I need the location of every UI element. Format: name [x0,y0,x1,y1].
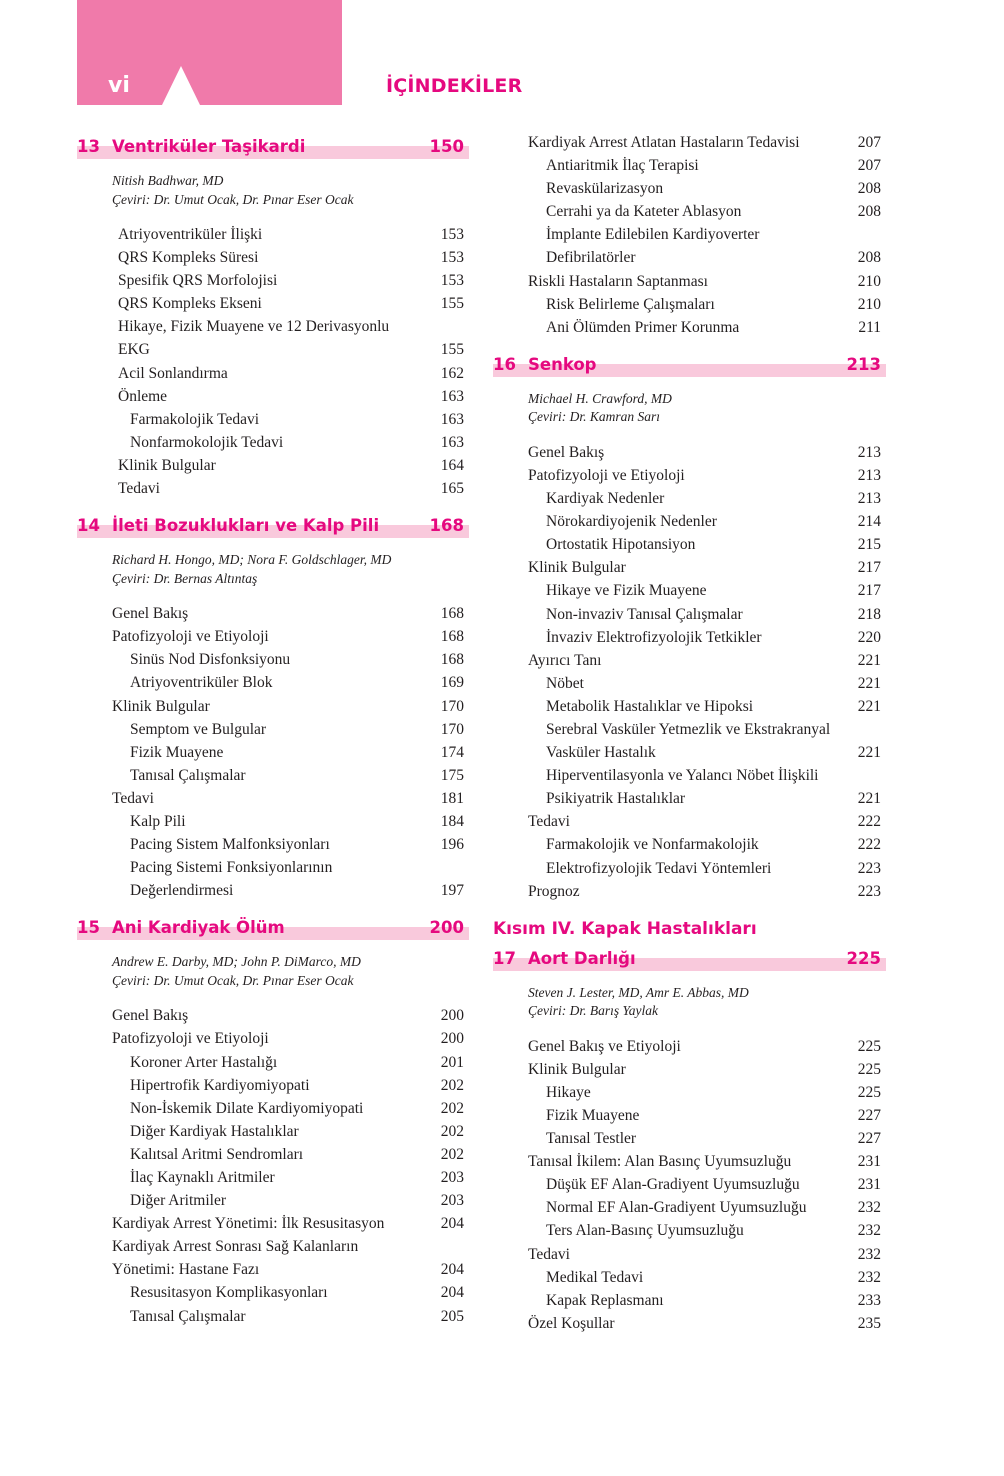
toc-entry-title: İlaç Kaynaklı Aritmiler [130,1169,275,1186]
toc-entry[interactable] [493,857,886,880]
toc-entry-page: 208 [857,203,881,221]
toc-entry[interactable] [77,1281,469,1304]
toc-entry[interactable] [77,856,469,902]
toc-entry-page: 217 [857,559,881,577]
toc-entry-title: QRS Kompleks Ekseni [118,295,262,313]
toc-entry-page: 203 [440,1169,464,1186]
toc-entry[interactable] [77,1120,469,1143]
toc-entry[interactable] [77,385,469,408]
translator-line: Çeviri: Dr. Kamran Sarı [528,409,661,425]
toc-entry[interactable] [493,200,886,223]
toc-entry-page: 211 [858,318,881,336]
toc-entry-title: Non-invaziv Tanısal Çalışmalar [546,605,743,623]
toc-entry-title: Serebral Vasküler Yetmezlik ve Ekstrakranyal Vasküler Hastalık [546,720,831,762]
toc-entry[interactable] [493,1035,886,1058]
toc-entry[interactable] [493,603,886,626]
toc-entry-title: Genel Bakış [528,443,605,461]
toc-entry-title: Tanısal Testler [546,1130,637,1148]
toc-entry[interactable] [77,408,469,431]
toc-entry-page: 170 [440,697,464,715]
toc-entry-page: 225 [857,1037,881,1055]
chapter-heading[interactable] [77,916,469,940]
toc-entry[interactable] [493,556,886,579]
toc-entry-page: 221 [857,790,881,808]
toc-entry-title: Klinik Bulgular [118,456,216,474]
toc-entry-page: 221 [857,674,881,692]
toc-entry[interactable] [77,477,469,500]
toc-entry-title: Diğer Aritmiler [130,1192,226,1210]
toc-entry[interactable] [493,1243,886,1266]
toc-entry-title: Özel Koşullar [528,1314,615,1332]
toc-entry-page: 204 [440,1261,464,1279]
chapter-authors [112,953,469,990]
toc-entry-title: Patofizyoloji ve Etiyoloji [112,628,269,646]
toc-entry-page: 202 [440,1076,464,1094]
toc-entry-title: Normal EF Alan-Gradiyent Uyumsuzluğu [546,1199,807,1217]
chapter-number: 13 [77,137,100,156]
toc-entry-page: 208 [857,249,881,267]
author-line: Michael H. Crawford, MD [528,390,672,406]
toc-entry-page: 168 [440,651,464,669]
toc-entry[interactable] [77,362,469,385]
toc-entry-page: 221 [857,697,881,715]
toc-entry[interactable] [77,625,469,648]
toc-entry-title: Genel Bakış [112,605,189,623]
toc-entry-title: Ayırıcı Tanı [528,651,602,669]
toc-entry[interactable] [493,154,886,177]
toc-entry-page: 227 [857,1130,881,1148]
toc-entry[interactable] [493,270,886,293]
toc-entry[interactable] [77,246,469,269]
toc-entry-page: 233 [857,1291,881,1309]
toc-entry-title: Koroner Arter Hastalığı [130,1053,278,1071]
toc-entry-title: İmplante Edilebilen Kardiyoverter Defibrilatörler [546,226,760,267]
toc-entry-title: Tanısal İkilem: Alan Basınç Uyumsuzluğu [528,1153,792,1171]
toc-entry-page: 208 [857,180,881,198]
toc-entry-title: Farmakolojik ve Nonfarmakolojik [546,836,759,854]
toc-entry[interactable] [493,1173,886,1196]
toc-entry-title: Patofizyoloji ve Etiyoloji [112,1030,269,1048]
toc-entry[interactable] [493,1196,886,1219]
chapter-heading[interactable] [77,135,469,159]
toc-entry[interactable] [493,880,886,903]
toc-entry-page: 223 [857,882,881,900]
author-line: Nitish Badhwar, MD [112,173,224,188]
toc-entry-page: 210 [857,272,881,290]
toc-entry-page: 163 [440,410,464,428]
chapter-title: Ani Kardiyak Ölüm [112,918,285,938]
toc-entry-page: 210 [857,295,881,313]
chapter-title: Ventriküler Taşikardi [112,137,306,156]
toc-entry-page: 202 [440,1122,464,1140]
toc-entry[interactable] [493,1219,886,1242]
toc-entry[interactable] [77,1305,469,1328]
toc-list [493,441,886,903]
toc-entry-page: 232 [857,1268,881,1286]
toc-entry-page: 223 [857,859,881,877]
toc-entry-page: 213 [857,443,881,461]
toc-entry[interactable] [493,1266,886,1289]
chapter-heading[interactable] [493,947,886,971]
toc-entry-title: Genel Bakış [112,1007,189,1025]
toc-entry[interactable] [493,718,886,764]
toc-entry[interactable] [493,833,886,856]
toc-entry-title: Cerrahi ya da Kateter Ablasyon [546,203,742,221]
toc-entry-title: Kapak Replasmanı [546,1291,664,1309]
toc-entry-title: Farmakolojik Tedavi [130,410,260,428]
toc-entry[interactable] [77,269,469,292]
toc-entry-title: İnvaziv Elektrofizyolojik Tetkikler [546,628,762,646]
toc-entry-page: 227 [857,1107,881,1124]
toc-entry-page: 164 [440,456,464,474]
toc-entry-title: Metabolik Hastalıklar ve Hipoksi [546,697,754,715]
toc-entry-page: 231 [857,1153,881,1171]
toc-entry[interactable] [77,695,469,718]
toc-entry[interactable] [77,292,469,315]
toc-entry[interactable] [77,431,469,454]
chapter-authors [112,551,469,588]
toc-entry-title: Pacing Sistem Malfonksiyonları [130,836,330,854]
toc-entry[interactable] [77,1212,469,1235]
toc-entry[interactable] [493,533,886,556]
toc-entry-page: 222 [857,836,881,854]
toc-entry-title: Medikal Tedavi [546,1268,644,1286]
toc-entry-page: 162 [440,364,464,382]
toc-entry-title: Pacing Sistemi Fonksiyonlarının Değerlendirmesi [130,859,333,900]
toc-entry[interactable] [493,223,886,269]
chapter-authors [112,172,469,209]
toc-entry[interactable] [493,464,886,487]
toc-entry-page: 207 [857,134,881,151]
chapter-number: 17 [493,948,516,968]
toc-entry-page: 235 [857,1314,881,1332]
toc-entry-title: Tedavi [112,789,154,807]
toc-entry-page: 184 [440,812,464,830]
toc-entry-title: Kardiyak Arrest Yönetimi: İlk Resusitasyon [112,1215,385,1233]
toc-entry-title: Hikaye ve Fizik Muayene [546,582,707,600]
toc-entry-title: Riskli Hastaların Saptanması [528,272,708,290]
toc-entry-title: Acil Sonlandırma [118,364,228,382]
toc-entry[interactable] [493,1289,886,1312]
page-number: vi [108,73,130,98]
left-column [77,131,469,1342]
toc-entry-title: QRS Kompleks Süresi [118,249,259,267]
toc-entry-title: Ortostatik Hipotansiyon [546,536,696,554]
toc-entry[interactable] [77,1097,469,1120]
toc-entry-page: 204 [440,1284,464,1302]
chapter-number: 16 [493,354,516,374]
toc-entry[interactable] [77,833,469,856]
toc-entry-page: 168 [440,628,464,646]
toc-entry-page: 232 [857,1199,881,1217]
toc-entry-title: Atriyoventriküler Blok [130,674,273,692]
toc-entry-page: 232 [857,1222,881,1240]
toc-entry-page: 170 [440,720,464,738]
toc-entry[interactable] [493,1150,886,1173]
chapter-number: 15 [77,918,100,938]
toc-entry-page: 153 [440,249,464,267]
toc-entry-title: Patofizyoloji ve Etiyoloji [528,466,685,484]
toc-entry-title: Nonfarmokolojik Tedavi [130,433,284,451]
chapter-heading[interactable] [77,514,469,538]
toc-entry-page: 201 [440,1053,464,1071]
toc-entry[interactable] [77,810,469,833]
toc-entry[interactable] [77,1189,469,1212]
author-line: Steven J. Lester, MD, Amr E. Abbas, MD [528,984,749,1000]
toc-entry-page: 218 [857,605,881,623]
toc-entry[interactable] [77,315,469,361]
toc-entry[interactable] [493,626,886,649]
page-title: İÇİNDEKİLER [386,75,523,97]
toc-entry[interactable] [493,441,886,464]
toc-entry-title: Klinik Bulgular [112,697,210,715]
toc-list [493,1035,886,1335]
toc-entry[interactable] [493,510,886,533]
toc-entry[interactable] [493,695,886,718]
toc-entry[interactable] [493,177,886,200]
chapter-page: 168 [429,516,464,536]
toc-entry-title: Klinik Bulgular [528,559,626,577]
toc-entry[interactable] [493,672,886,695]
toc-list [77,1004,469,1327]
toc-entry[interactable] [77,223,469,246]
toc-entry[interactable] [77,718,469,741]
toc-entry-page: 181 [440,789,464,807]
toc-entry-title: Risk Belirleme Çalışmaları [546,295,715,313]
toc-entry[interactable] [77,787,469,810]
toc-entry-title: Nöbet [546,674,584,692]
toc-entry[interactable] [77,1235,469,1281]
toc-entry-title: Resusitasyon Komplikasyonları [130,1284,328,1302]
toc-entry-page: 231 [857,1176,881,1194]
toc-entry-title: Kalp Pili [130,812,186,830]
translator-line: Çeviri: Dr. Umut Ocak, Dr. Pınar Eser Ocak [112,191,354,207]
toc-entry-title: Tedavi [118,480,160,498]
toc-entry-title: Tanısal Çalışmalar [130,766,246,784]
chapter-authors [528,984,886,1021]
chapter-authors [528,390,886,427]
toc-entry[interactable] [493,810,886,833]
toc-entry-page: 196 [440,836,464,854]
toc-entry-title: Fizik Muayene [546,1107,640,1124]
toc-entry-title: Hikaye, Fizik Muayene ve 12 Derivasyonlu EKG [118,318,390,359]
toc-entry-page: 153 [440,272,464,290]
toc-entry-page: 155 [440,295,464,313]
toc-entry-page: 205 [440,1307,464,1325]
author-line: Andrew E. Darby, MD; John P. DiMarco, MD [112,954,361,970]
toc-entry[interactable] [77,648,469,671]
part-title[interactable]: Kısım IV. Kapak Hastalıkları [493,918,757,939]
toc-entry[interactable] [77,1143,469,1166]
toc-entry[interactable] [77,1027,469,1050]
toc-entry[interactable] [493,316,886,339]
toc-entry-page: 197 [440,882,464,900]
toc-entry-title: Hikaye [546,1083,591,1101]
toc-entry[interactable] [493,1127,886,1150]
toc-entry-title: Tanısal Çalışmalar [130,1307,246,1325]
toc-entry-page: 155 [440,341,464,359]
toc-entry-title: Nörokardiyojenik Nedenler [546,513,717,531]
toc-entry-page: 203 [440,1192,464,1210]
toc-entry-page: 202 [440,1099,464,1117]
toc-entry-title: Kardiyak Arrest Atlatan Hastaların Tedavisi [528,134,800,151]
toc-list [77,602,469,902]
toc-entry-title: Kardiyak Arrest Sonrası Sağ Kalanların Yönetimi: Hastane Fazı [112,1238,359,1279]
toc-entry[interactable] [77,1004,469,1027]
toc-entry[interactable] [77,764,469,787]
toc-entry-page: 213 [857,490,881,508]
toc-entry-page: 225 [857,1060,881,1078]
chapter-title: İleti Bozuklukları ve Kalp Pili [112,516,380,536]
toc-entry[interactable] [493,1058,886,1081]
toc-entry-title: Hipertrofik Kardiyomiyopati [130,1076,310,1094]
translator-line: Çeviri: Dr. Bernas Altıntaş [112,570,258,586]
chapter-title: Aort Darlığı [528,948,636,968]
toc-entry-title: Ters Alan-Basınç Uyumsuzluğu [546,1222,744,1240]
toc-entry-title: Önleme [118,387,168,405]
toc-entry-page: 215 [857,536,881,554]
chapter-page: 225 [846,948,881,968]
author-line: Richard H. Hongo, MD; Nora F. Goldschlager, MD [112,552,392,568]
toc-entry-page: 153 [440,226,464,243]
toc-entry[interactable] [493,649,886,672]
toc-entry-title: Düşük EF Alan-Gradiyent Uyumsuzluğu [546,1176,800,1194]
toc-entry-page: 213 [857,466,881,484]
toc-entry-title: Antiaritmik İlaç Terapisi [546,157,699,175]
translator-line: Çeviri: Dr. Umut Ocak, Dr. Pınar Eser Ocak [112,972,354,988]
toc-entry-page: 168 [440,605,464,623]
toc-entry[interactable] [77,671,469,694]
toc-entry-page: 232 [857,1245,881,1263]
toc-entry-page: 214 [857,513,881,531]
toc-entry-page: 200 [440,1007,464,1025]
toc-entry-title: Spesifik QRS Morfolojisi [118,272,278,290]
toc-list-continued [493,131,886,339]
toc-entry-page: 175 [440,766,464,784]
chapter-title: Senkop [528,354,597,374]
toc-entry-page: 225 [857,1083,881,1101]
toc-entry-title: Atriyoventriküler İlişki [118,226,263,243]
chapter-number: 14 [77,516,100,536]
toc-entry[interactable] [493,1081,886,1104]
toc-entry-page: 174 [440,743,464,761]
toc-entry-page: 165 [440,480,464,498]
toc-entry[interactable] [493,487,886,510]
chapter-page: 150 [429,137,464,156]
toc-entry-title: Ani Ölümden Primer Korunma [546,318,740,336]
toc-entry-title: Revaskülarizasyon [546,180,664,198]
chapter-page: 213 [846,354,881,374]
toc-entry[interactable] [77,602,469,625]
toc-entry[interactable] [493,1312,886,1335]
right-column [493,131,886,1349]
toc-entry-page: 220 [857,628,881,646]
toc-entry[interactable] [77,1074,469,1097]
toc-entry-page: 169 [440,674,464,692]
toc-entry[interactable] [493,293,886,316]
toc-entry[interactable] [77,1166,469,1189]
toc-entry-title: Prognoz [528,882,580,900]
toc-entry-page: 202 [440,1145,464,1163]
toc-entry-title: Tedavi [528,1245,570,1263]
toc-entry-title: Tedavi [528,813,570,831]
toc-entry-title: Hiperventilasyonla ve Yalancı Nöbet İlişkili Psikiyatrik Hastalıklar [546,767,819,808]
chapter-page: 200 [429,918,464,938]
toc-entry-title: Klinik Bulgular [528,1060,626,1078]
toc-entry[interactable] [77,741,469,764]
toc-entry[interactable] [493,764,886,810]
toc-entry-page: 217 [857,582,881,600]
toc-entry-page: 222 [857,813,881,831]
toc-entry-page: 163 [440,387,464,405]
toc-entry-page: 163 [440,433,464,451]
toc-entry[interactable] [493,131,886,154]
chapter-heading[interactable] [493,353,886,377]
translator-line: Çeviri: Dr. Barış Yaylak [528,1003,659,1019]
toc-entry-title: Kardiyak Nedenler [546,490,665,508]
toc-entry[interactable] [493,579,886,602]
toc-entry-title: Genel Bakış ve Etiyoloji [528,1037,681,1055]
toc-entry-title: Non-İskemik Dilate Kardiyomiyopati [130,1099,364,1117]
toc-entry-page: 207 [857,157,881,175]
toc-entry-title: Diğer Kardiyak Hastalıklar [130,1122,299,1140]
toc-entry-title: Fizik Muayene [130,743,224,761]
header-notch [162,66,200,105]
toc-entry-title: Elektrofizyolojik Tedavi Yöntemleri [546,859,772,877]
toc-entry-page: 221 [857,744,881,762]
toc-entry[interactable] [493,1104,886,1127]
toc-entry-page: 204 [440,1215,464,1233]
toc-entry-title: Sinüs Nod Disfonksiyonu [130,651,291,669]
toc-entry[interactable] [77,454,469,477]
toc-entry-title: Kalıtsal Aritmi Sendromları [130,1145,304,1163]
toc-entry-title: Semptom ve Bulgular [130,720,267,738]
toc-entry-page: 200 [440,1030,464,1048]
toc-entry-page: 221 [857,651,881,669]
toc-list [77,223,469,500]
toc-entry[interactable] [77,1051,469,1074]
